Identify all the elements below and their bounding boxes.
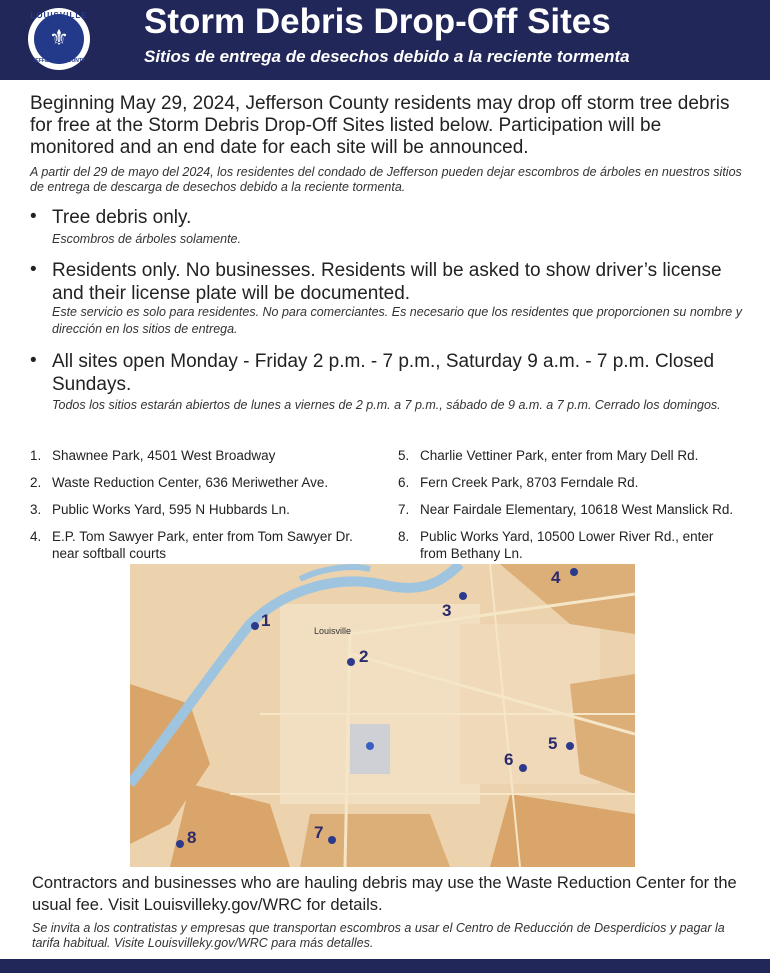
footer-english: Contractors and businesses who are hauling debris may use the Waste Reduction Center for the usual fee. Visit Louisvilleky.gov/WRC for details. (32, 874, 737, 914)
fleur-de-lis-icon: ⚜ (49, 25, 69, 50)
logo-top-text: LOUISVILLE (30, 11, 88, 20)
svg-text:3: 3 (442, 601, 452, 620)
sites-list-right: 5. Charlie Vettiner Park, enter from Mary Dell Rd. 6. Fern Creek Park, 8703 Ferndale Rd. 7. Near Fairdale Elementary, 10618 West Manslick Rd. 8. Public Works Yard, 10500 Lower River Rd., enter from Bethany Ln. (398, 448, 734, 561)
map-pin-icon (459, 592, 467, 600)
svg-text:2: 2 (359, 647, 369, 666)
map-pin-icon (328, 836, 336, 844)
page-title: Storm Debris Drop-Off Sites (144, 2, 611, 41)
bullet-icon: • (30, 350, 37, 371)
bottom-bar (0, 959, 770, 973)
map-pin-icon (347, 658, 355, 666)
svg-text:7: 7 (314, 823, 324, 842)
rule-english: Tree debris only. (52, 207, 192, 228)
rule-spanish: Todos los sitios estarán abiertos de lunes a viernes de 2 p.m. a 7 p.m., sábado de 9 a.m. a 7 p.m. Cerrado los domingos. (52, 398, 721, 412)
rule-spanish: Escombros de árboles solamente. (52, 232, 241, 246)
logo-bottom-text: JEFFERSON COUNTY (32, 58, 86, 64)
svg-text:4: 4 (551, 568, 561, 587)
page-subtitle: Sitios de entrega de desechos debido a la reciente tormenta (144, 47, 630, 66)
header-banner (0, 0, 770, 80)
rule-english: Residents only. No businesses. Residents will be asked to show driver’s license and their license plate will be documented. (52, 260, 722, 304)
rule-spanish: Este servicio es solo para residentes. No para comerciantes. Es necesario que los residentes que proporcionen su nombre y dirección en los sitios de entrega. (52, 305, 742, 336)
map-city-label: Louisville (314, 626, 352, 636)
airport-pin-icon (366, 742, 374, 750)
bullet-icon: • (30, 206, 37, 227)
svg-text:1: 1 (261, 611, 271, 630)
map-pin-icon (519, 764, 527, 772)
svg-text:8: 8 (187, 828, 197, 847)
map-pin-icon (251, 622, 259, 630)
intro-spanish: A partir del 29 de mayo del 2024, los residentes del condado de Jefferson pueden dejar escombros de árboles en nuestros sitios de entrega de descarga de desechos debido a la reciente tormenta. (30, 165, 742, 194)
footer-spanish: Se invita a los contratistas y empresas que transportan escombros a usar el Centro de Reducción de Desperdicios y pagar la tarifa habitual. Visite Louisvilleky.gov/WRC para más detalles. (32, 921, 725, 950)
louisville-logo (28, 8, 90, 70)
map-pin-icon (570, 568, 578, 576)
map-pin-icon (176, 840, 184, 848)
svg-text:5: 5 (548, 734, 558, 753)
rule-english: All sites open Monday - Friday 2 p.m. - 7 p.m., Saturday 9 a.m. - 7 p.m. Closed Sundays. (52, 351, 715, 395)
intro-english: Beginning May 29, 2024, Jefferson County residents may drop off storm tree debris for free at the Storm Debris Drop-Off Sites listed below. Participation will be monitored and an end date for each site will be announced. (30, 93, 730, 158)
svg-text:6: 6 (504, 750, 514, 769)
bullet-icon: • (30, 259, 37, 280)
sites-list-left: 1. Shawnee Park, 4501 West Broadway 2. Waste Reduction Center, 636 Meriwether Ave. 3. Public Works Yard, 595 N Hubbards Ln. 4. E.P. Tom Sawyer Park, enter from Tom Sawyer Dr. near softball courts (30, 448, 353, 561)
map-pin-icon (566, 742, 574, 750)
sites-map[interactable] (130, 564, 635, 867)
